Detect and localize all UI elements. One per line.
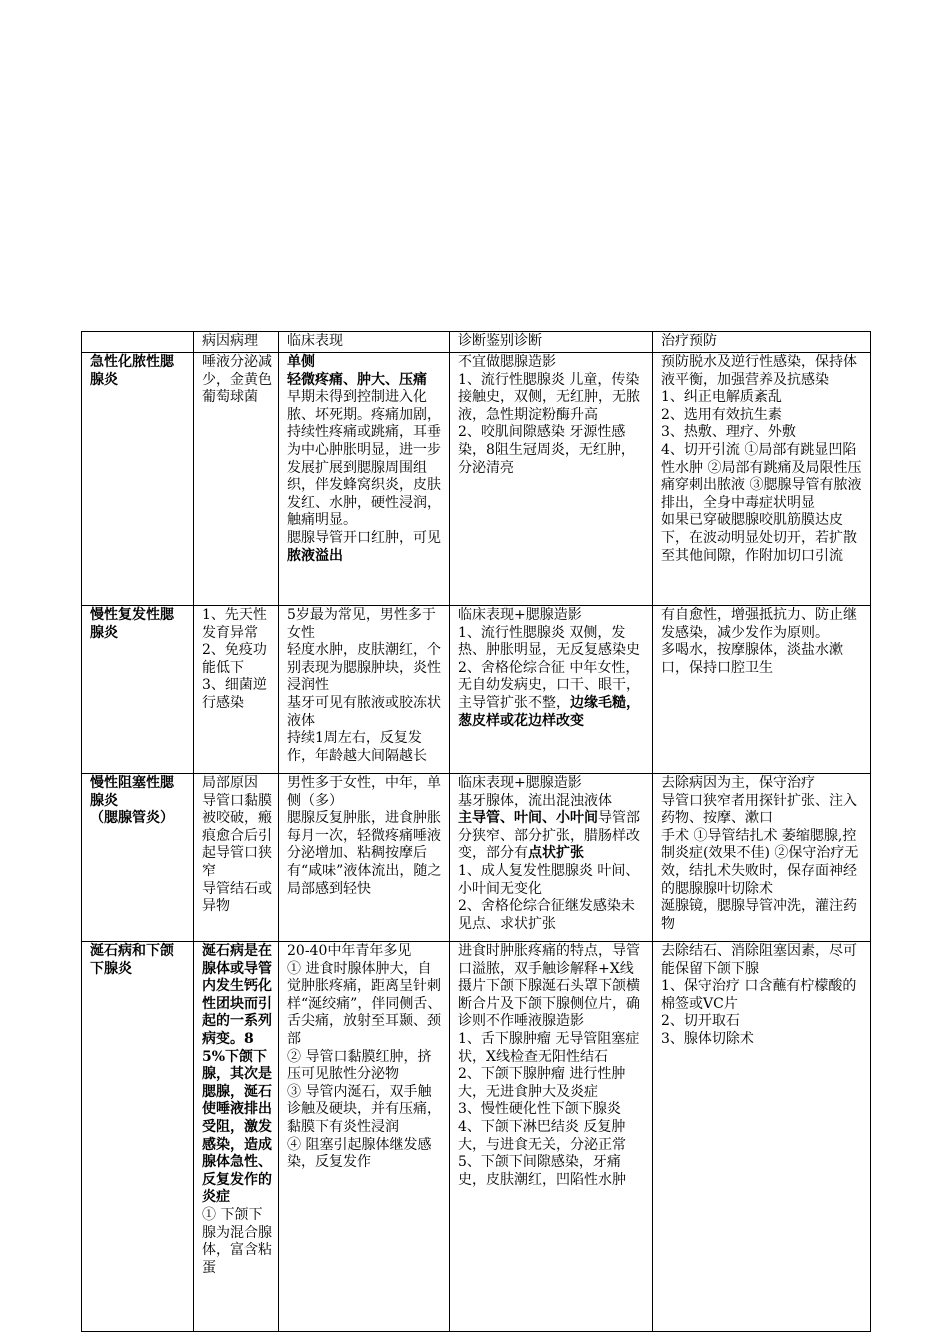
clinical-text: 早期未得到控制进入化脓、坏死期。疼痛加剧，持续性疼痛或跳痛，耳垂为中心肿胀明显，进一步发展扩展到腮腺周围组织，伴发蜂窝织炎，皮肤发红、水肿，硬性浸润，触痛明显。 腮腺导管开口红肿，可见 xyxy=(287,389,441,546)
clinical-bold-text: 单侧 轻微疼痛、肿大、压痛 xyxy=(287,354,427,388)
cause-cell xyxy=(194,942,279,1332)
clinical-cell: 5岁最为常见，男性多于女性 轻度水肿，皮肤潮红，个别表现为腮腺肿块，炎性浸润性 基牙可见有脓液或胶冻状液体 持续1周左右，反复发作，年龄越大间隔越长 xyxy=(279,606,450,774)
diagnosis-text: 临床表现+腮腺造影 1、流行性腮腺炎 双侧，发热、肿胀明显，无反复感染史 2、舍格伦综合征 中年女性，无自幼发病史，口干、眼干，主导管扩张不整， xyxy=(458,607,640,711)
header-cell-diagnosis: 诊断鉴别诊断 xyxy=(450,332,653,353)
diagnosis-text: 临床表现+腮腺造影 基牙腺体，流出混浊液体 xyxy=(458,775,612,809)
diagnosis-text: 导管部分狭窄、部分扩张，腊肠样改变，部分有 xyxy=(458,810,640,862)
disease-name: 涎石病和下颌下腺炎 xyxy=(82,942,194,1332)
cause-cell: 1、先天性发育异常 2、免疫功能低下 3、细菌逆行感染 xyxy=(194,606,279,774)
table-row xyxy=(82,942,871,1332)
diagnosis-bold-text: 主导管、叶间、小叶间 xyxy=(458,810,598,827)
diagnosis-cell xyxy=(450,606,653,774)
cause-bold-text: 涎石病是在腺体或导管内发生钙化性团块而引起的一系列病变。85%下颌下腺，其次是腮腺，涎石使唾液排出受阻，激发感染，造成腺体急性、反复发作的炎症 xyxy=(202,943,272,1206)
treatment-cell: 去除结石、消除阻塞因素，尽可能保留下颌下腺 1、保守治疗 口含蘸有柠檬酸的棉签或VC片 2、切开取石 3、腺体切除术 xyxy=(653,942,871,1332)
cause-cell: 唾液分泌减少，金黄色葡萄球菌 xyxy=(194,353,279,606)
diagnosis-cell: 不宜做腮腺造影 1、流行性腮腺炎 儿童，传染接触史，双侧，无红肿，无脓液，急性期淀粉酶升高 2、咬肌间隙感染 牙源性感染，8阻生冠周炎，无红肿，分泌清亮 xyxy=(450,353,653,606)
header-cell-clinical: 临床表现 xyxy=(279,332,450,353)
diagnosis-text: 1、成人复发性腮腺炎 叶间、小叶间无变化 2、舍格伦综合征继发感染未见点、求状扩张 xyxy=(458,862,640,932)
header-cell-empty xyxy=(82,332,194,353)
treatment-cell: 预防脱水及逆行性感染，保持体液平衡，加强营养及抗感染 1、纠正电解质紊乱 2、选用有效抗生素 3、热敷、理疗、外敷 4、切开引流 ①局部有跳显凹陷性水肿 ②局部有跳痛及局限性压痛穿刺出脓液 ③腮腺导管有脓液排出，全身中毒症状明显 如果已穿破腮腺咬肌筋膜达皮下，在波动明显处切开，若扩散至其他间隙，作附加切口引流 xyxy=(653,353,871,606)
diagnosis-cell xyxy=(450,774,653,942)
cause-text: ① 下颌下腺为混合腺体，富含粘蛋 xyxy=(202,1206,272,1276)
table-row xyxy=(82,606,871,774)
disease-name: 慢性阻塞性腮腺炎 （腮腺管炎） xyxy=(82,774,194,942)
diagnosis-bold-text: 边缘毛糙，葱皮样或花边样改变 xyxy=(458,694,640,729)
header-cell-treatment: 治疗预防 xyxy=(653,332,871,353)
table-row xyxy=(82,353,871,606)
treatment-cell: 有自愈性，增强抵抗力、防止继发感染，减少发作为原则。 多喝水，按摩腺体，淡盐水漱口，保持口腔卫生 xyxy=(653,606,871,774)
table-row xyxy=(82,774,871,942)
disease-name: 慢性复发性腮腺炎 xyxy=(82,606,194,774)
diagnosis-cell: 进食时肿胀疼痛的特点，导管口溢脓，双手触诊解释+X线摄片下颌下腺涎石头罩下颌横断合片及下颌下腺侧位片，确诊则不作唾液腺造影 1、舌下腺肿瘤 无导管阻塞症状，X线检查无阳性结石 2、下颌下腺肿瘤 进行性肿大，无进食肿大及炎症 3、慢性硬化性下颌下腺炎 4、下颌下淋巴结炎 反复肿大，与进食无关，分泌正常 5、下颌下间隙感染，牙痛史，皮肤潮红，凹陷性水肿 xyxy=(450,942,653,1332)
clinical-cell: 20-40中年青年多见 ① 进食时腺体肿大，自觉肿胀疼痛，距离呈针刺样“涎绞痛”，伴同侧舌、舌尖痛，放射至耳颞、颈部 ② 导管口黏膜红肿，挤压可见脓性分泌物 ③ 导管内涎石，双手触诊触及硬块，并有压痛，黏膜下有炎性浸润 ④ 阻塞引起腺体继发感染，反复发作 xyxy=(279,942,450,1332)
clinical-bold-end-text: 脓液溢出 xyxy=(287,547,343,564)
clinical-cell: 男性多于女性，中年，单侧（多） 腮腺反复肿胀，进食肿胀 每月一次，轻微疼痛唾液分泌增加、粘稠按摩后有“咸味”液体流出，随之局部感到轻快 xyxy=(279,774,450,942)
salivary-gland-disease-table xyxy=(81,331,871,1332)
header-cell-cause: 病因病理 xyxy=(194,332,279,353)
treatment-cell: 去除病因为主，保守治疗 导管口狭窄者用探针扩张、注入药物、按摩、漱口 手术 ①导管结扎术 萎缩腮腺,控制炎症(效果不佳) ②保守治疗无效，结扎术失败时，保存面神经的腮腺腺叶切除术 涎腺镜，腮腺导管冲洗，灌注药物 xyxy=(653,774,871,942)
table-header-row xyxy=(82,332,871,353)
disease-name: 急性化脓性腮腺炎 xyxy=(82,353,194,606)
diagnosis-bold-text: 点状扩张 xyxy=(528,845,584,862)
clinical-cell xyxy=(279,353,450,606)
cause-cell: 局部原因 导管口黏膜被咬破，瘢痕愈合后引起导管口狭窄 导管结石或异物 xyxy=(194,774,279,942)
